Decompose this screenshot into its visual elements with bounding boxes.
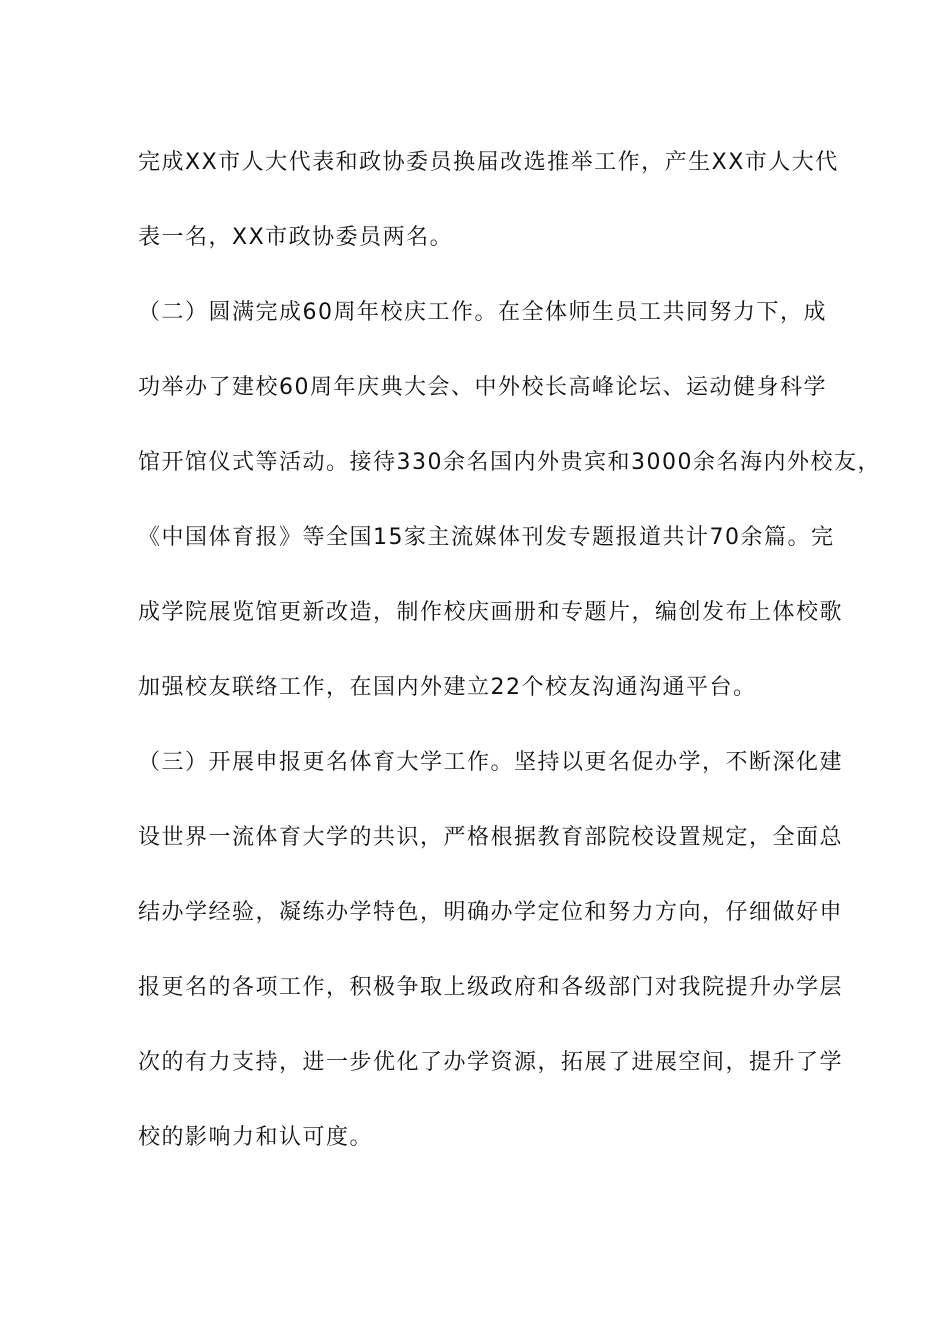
- text-line-3: （二）圆满完成60周年校庆工作。在全体师生员工共同努力下，成: [138, 300, 827, 325]
- text-line-6: 《中国体育报》等全国15家主流媒体刊发专题报道共计70余篇。完: [138, 525, 835, 550]
- text-line-4: 功举办了建校60周年庆典大会、中外校长高峰论坛、运动健身科学: [138, 375, 827, 400]
- text-line-5: 馆开馆仪式等活动。接待330余名国内外贵宾和3000余名海内外校友，: [138, 450, 881, 475]
- text-line-9: （三）开展申报更名体育大学工作。坚持以更名促办学，不断深化建: [138, 750, 844, 775]
- text-line-7: 成学院展览馆更新改造，制作校庆画册和专题片，编创发布上体校歌: [138, 600, 844, 625]
- text-line-2: 表一名，XX市政协委员两名。: [138, 225, 454, 250]
- text-line-13: 次的有力支持，进一步优化了办学资源，拓展了进展空间，提升了学: [138, 1050, 844, 1075]
- text-line-1: 完成XX市人大代表和政协委员换届改选推举工作，产生XX市人大代: [138, 150, 839, 175]
- text-line-14: 校的影响力和认可度。: [138, 1125, 374, 1150]
- text-line-12: 报更名的各项工作，积极争取上级政府和各级部门对我院提升办学层: [138, 975, 844, 1000]
- text-line-11: 结办学经验，凝练办学特色，明确办学定位和努力方向，仔细做好申: [138, 900, 844, 925]
- text-line-10: 设世界一流体育大学的共识，严格根据教育部院校设置规定，全面总: [138, 825, 844, 850]
- text-line-8: 加强校友联络工作，在国内外建立22个校友沟通沟通平台。: [138, 675, 757, 700]
